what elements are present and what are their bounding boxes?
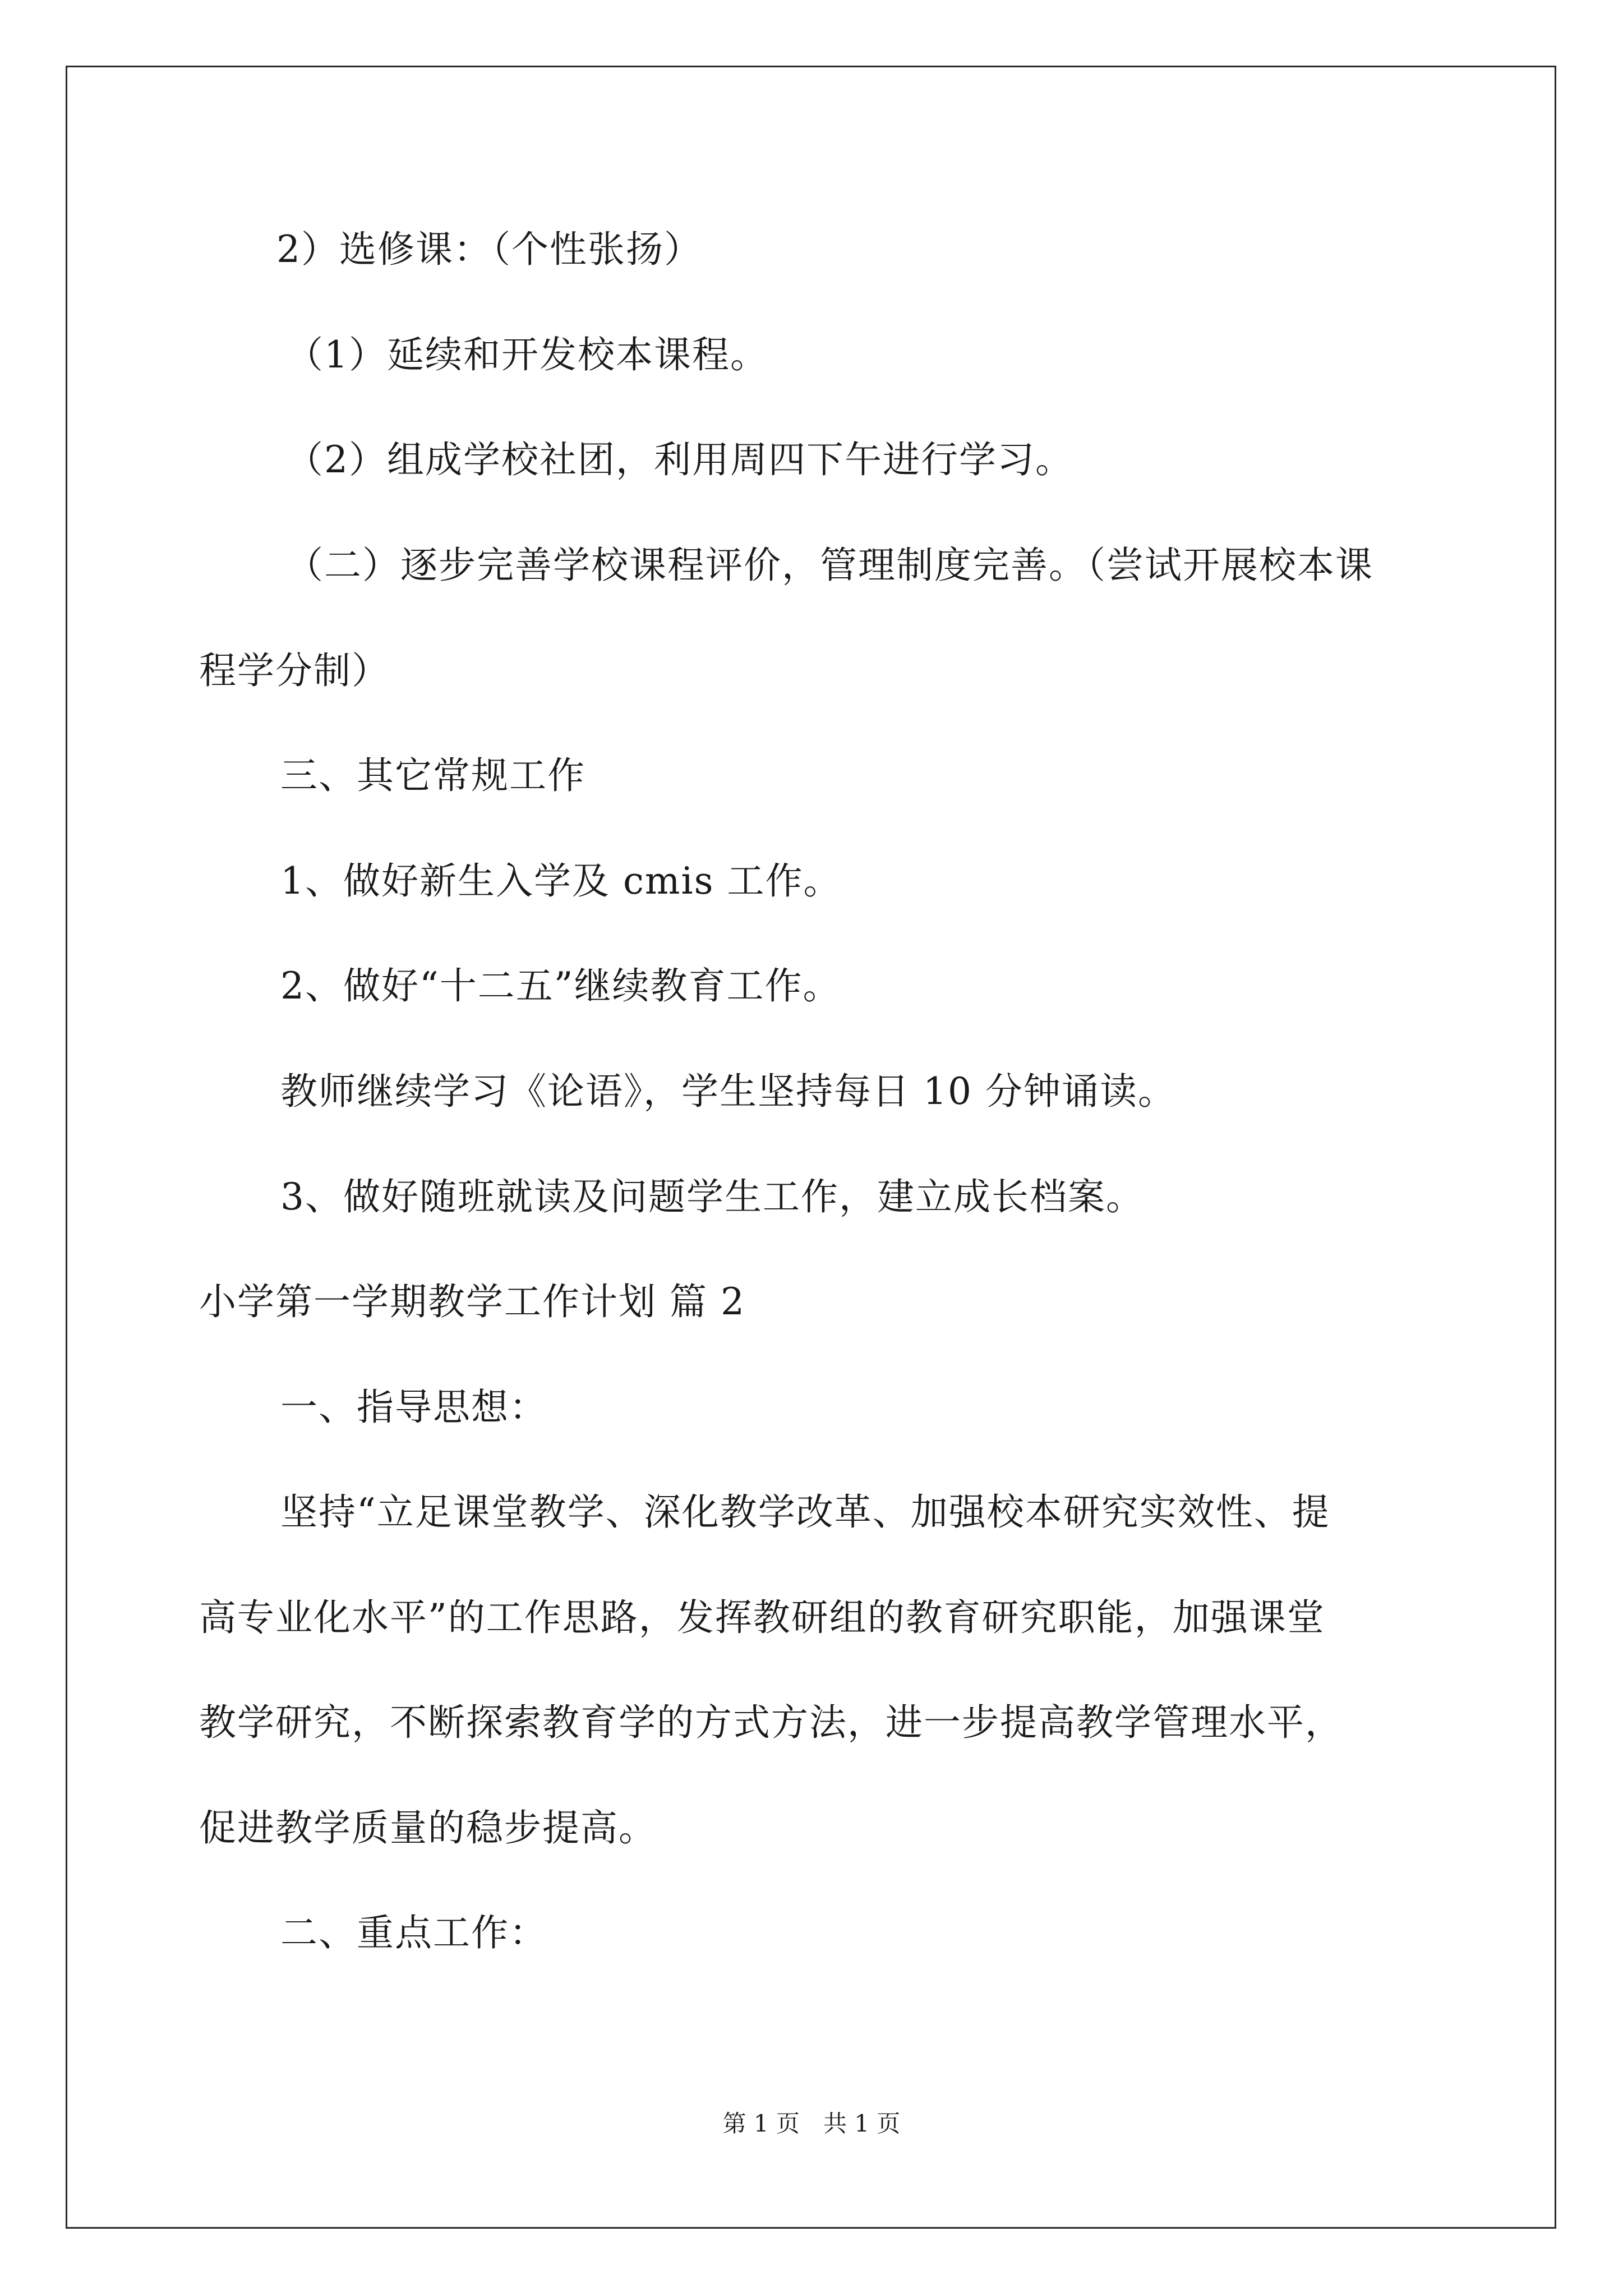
section-heading: 一、指导思想： [280,1386,547,1429]
text-line: 2）选修课：（个性张扬） [276,228,702,271]
text-line: 程学分制） [199,649,390,692]
text-line: 坚持“立足课堂教学、深化教学改革、加强校本研究实效性、提 [280,1490,1330,1534]
text-line: 教师继续学习《论语》，学生坚持每日 10 分钟诵读。 [280,1070,1176,1113]
article-title: 小学第一学期教学工作计划 篇 2 [199,1280,745,1323]
section-heading: 三、其它常规工作 [280,754,585,797]
page-border [66,66,1556,2229]
text-line: 高专业化水平”的工作思路，发挥教研组的教育研究职能，加强课堂 [199,1596,1325,1639]
page-number: 第 1 页 共 1 页 [722,2110,901,2137]
text-line: 教学研究，不断探索教育学的方式方法，进一步提高教学管理水平， [199,1701,1343,1744]
text-line: 促进教学质量的稳步提高。 [199,1806,657,1849]
text-line: （2）组成学校社团，利用周四下午进行学习。 [286,438,1073,481]
text-line: （二）逐步完善学校课程评价，管理制度完善。（尝试开展校本课 [286,544,1373,587]
text-line: 2、做好“十二五”继续教育工作。 [280,964,841,1007]
text-line: 1、做好新生入学及 cmis 工作。 [280,859,842,903]
text-line: （1）延续和开发校本课程。 [286,333,768,376]
text-line: 3、做好随班就读及问题学生工作，建立成长档案。 [280,1175,1144,1218]
section-heading: 二、重点工作： [280,1911,547,1954]
